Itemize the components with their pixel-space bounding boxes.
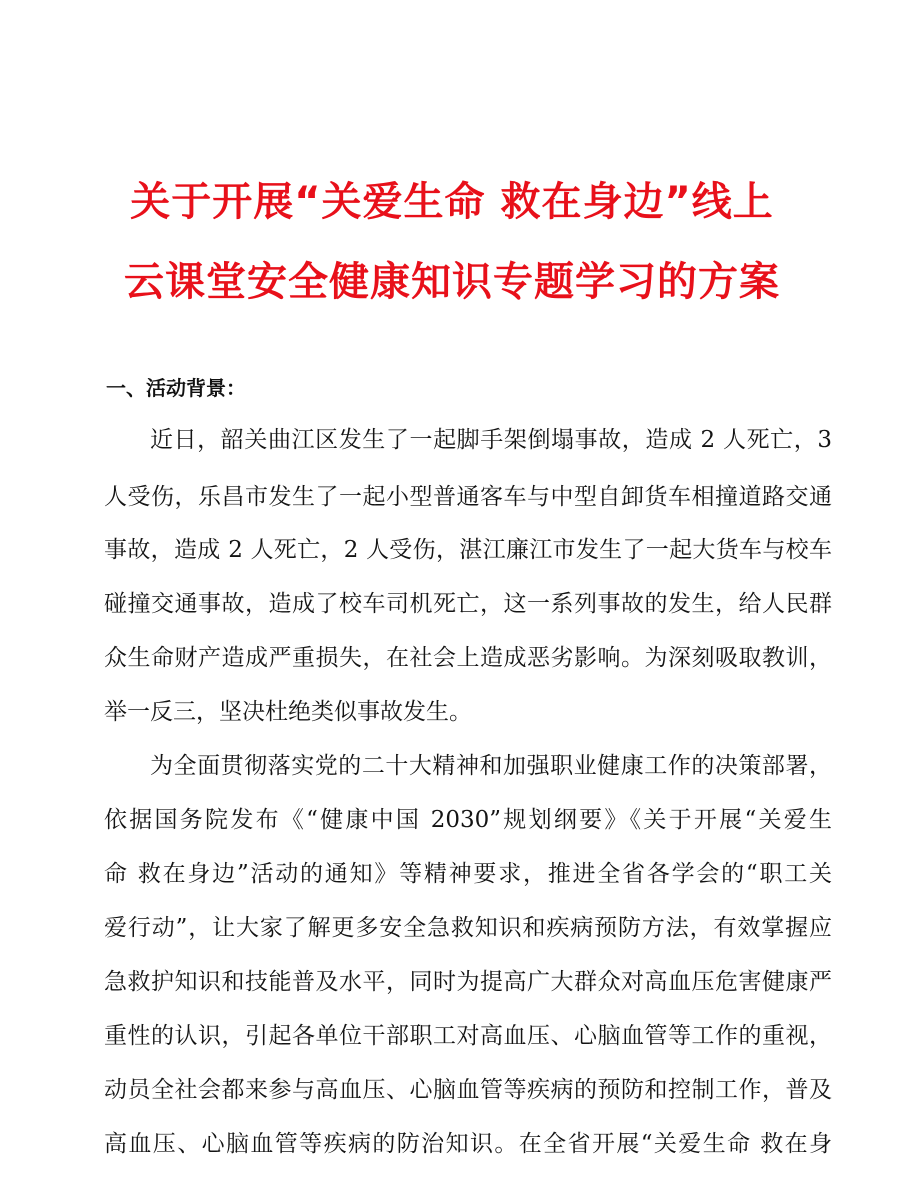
paragraph1-line-4: 碰撞交通事故，造成了校车司机死亡，这一系列事故的发生，给人民群 [104, 591, 832, 617]
paragraph1-line-5: 众生命财产造成严重损失，在社会上造成恶劣影响。为深刻吸取教训， [104, 645, 832, 671]
paragraph1-line-1: 近日，韶关曲江区发生了一起脚手架倒塌事故，造成 2 人死亡，3 [150, 427, 832, 453]
paragraph2-line-8: 高血压、心脑血管等疾病的防治知识。在全省开展“关爱生命 救在身 [104, 1131, 832, 1157]
paragraph2-line-5: 急救护知识和技能普及水平，同时为提高广大群众对高血压危害健康严 [104, 969, 832, 995]
document-title-line-2: 云课堂安全健康知识专题学习的方案 [124, 259, 780, 305]
paragraph1-line-2: 人受伤，乐昌市发生了一起小型普通客车与中型自卸货车相撞道路交通 [104, 484, 832, 510]
paragraph2-line-2: 依据国务院发布《“健康中国 2030”规划纲要》《关于开展“关爱生 [104, 807, 832, 833]
paragraph2-line-1: 为全面贯彻落实党的二十大精神和加强职业健康工作的决策部署， [150, 753, 832, 779]
section-heading-background: 一、活动背景： [106, 376, 246, 400]
paragraph2-line-6: 重性的认识，引起各单位干部职工对高血压、心脑血管等工作的重视， [104, 1023, 832, 1049]
document-title-line-1: 关于开展“关爱生命 救在身边”线上 [130, 179, 774, 225]
paragraph2-line-7: 动员全社会都来参与高血压、心脑血管等疾病的预防和控制工作，普及 [104, 1077, 832, 1103]
paragraph1-line-3: 事故，造成 2 人死亡，2 人受伤，湛江廉江市发生了一起大货车与校车 [104, 537, 832, 563]
paragraph2-line-3: 命 救在身边”活动的通知》等精神要求，推进全省各学会的“职工关 [104, 861, 832, 887]
paragraph1-line-6: 举一反三，坚决杜绝类似事故发生。 [104, 699, 472, 725]
paragraph2-line-4: 爱行动”，让大家了解更多安全急救知识和疾病预防方法，有效掌握应 [104, 915, 832, 941]
